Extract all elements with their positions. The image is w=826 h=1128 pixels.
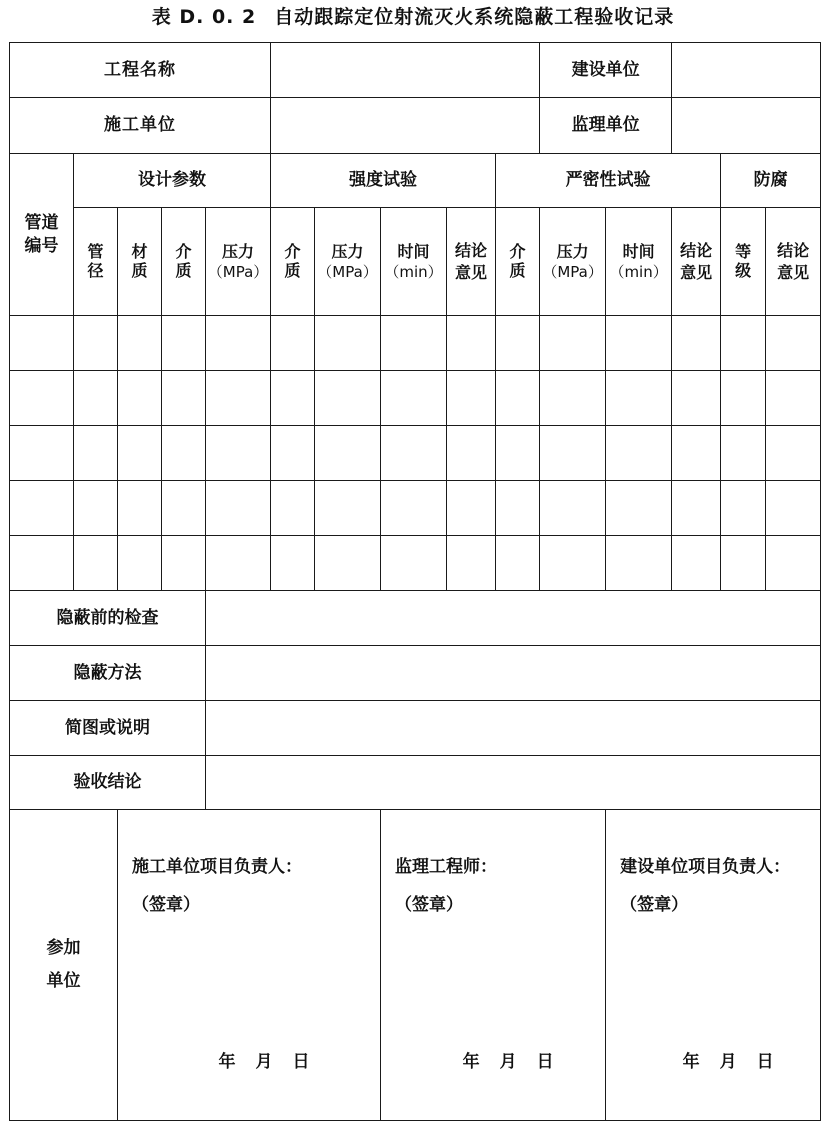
pressure-unit: （MPa） [317,263,378,282]
table-cell[interactable] [766,316,821,371]
date-line [606,1051,820,1074]
table-cell[interactable] [74,536,118,591]
table-cell[interactable] [540,426,606,481]
table-cell[interactable] [162,481,206,536]
medium-header [162,208,206,316]
table-cell[interactable] [271,536,315,591]
supervision-unit-field[interactable] [672,98,821,154]
builder-role-label: 建设单位项目负责人： [620,857,791,877]
acceptance-record-table [9,42,821,1121]
table-cell[interactable] [10,481,74,536]
table-cell[interactable] [10,371,74,426]
table-cell[interactable] [206,371,271,426]
table-cell[interactable] [766,426,821,481]
month-label: 月 [499,1052,517,1073]
project-row [10,43,821,98]
table-cell[interactable] [315,536,381,591]
before-check-row [10,591,821,646]
grade-header [721,208,766,316]
pipe-id-label: 管道编号 [24,212,59,256]
table-cell[interactable] [721,536,766,591]
opinion-label: 意见 [777,262,810,282]
pipe-id-header [10,154,74,316]
tightness-time-header [606,208,672,316]
table-row [10,426,821,481]
table-cell[interactable] [766,371,821,426]
table-cell[interactable] [606,426,672,481]
table-cell[interactable] [162,371,206,426]
page-title [0,3,826,35]
before-check-field[interactable] [206,591,821,646]
construction-role-label: 施工单位项目负责人： [132,857,302,877]
table-cell[interactable] [271,426,315,481]
diameter-label: 管径 [87,242,104,280]
year-label: 年 [682,1052,700,1073]
table-cell[interactable] [606,371,672,426]
stamp-label: （签章） [620,895,689,915]
table-row [10,371,821,426]
day-label: 日 [536,1052,554,1073]
table-cell[interactable] [74,316,118,371]
table-cell[interactable] [118,316,162,371]
table-cell[interactable] [496,371,540,426]
conclusion-label: 结论 [680,240,713,260]
table-cell[interactable] [721,481,766,536]
date-line [381,1051,605,1074]
before-check-label: 隐蔽前的检查 [10,591,206,646]
table-cell[interactable] [206,481,271,536]
table-cell[interactable] [496,426,540,481]
strength-pressure-header [315,208,381,316]
table-cell[interactable] [447,426,496,481]
design-pressure-header [206,208,271,316]
builder-unit-field[interactable] [672,43,821,98]
strength-test-header: 强度试验 [271,154,496,208]
participants-line-1: 参加 [46,938,81,959]
table-cell[interactable] [540,316,606,371]
acceptance-field[interactable] [206,756,821,810]
conclusion-label: 结论 [455,240,488,260]
sketch-row [10,701,821,756]
table-cell[interactable] [606,316,672,371]
table-cell[interactable] [271,371,315,426]
pressure-unit: （MPa） [207,263,269,282]
pressure-unit: （MPa） [542,263,603,282]
construction-signature-box[interactable] [118,810,381,1121]
month-label: 月 [255,1052,273,1073]
table-cell[interactable] [74,481,118,536]
table-cell[interactable] [672,316,721,371]
project-name-label: 工程名称 [10,43,271,98]
material-label: 材质 [131,242,148,280]
acceptance-label: 验收结论 [10,756,206,810]
table-cell[interactable] [271,481,315,536]
strength-conclusion-header [447,208,496,316]
method-row [10,646,821,701]
table-cell[interactable] [672,536,721,591]
table-cell[interactable] [315,371,381,426]
medium-label: 介质 [175,242,192,280]
table-cell[interactable] [721,316,766,371]
table-cell[interactable] [118,371,162,426]
table-cell[interactable] [206,426,271,481]
table-cell[interactable] [606,536,672,591]
table-cell[interactable] [447,316,496,371]
builder-unit-label: 建设单位 [540,43,672,98]
grade-label: 等级 [735,242,752,280]
pressure-label: 压力 [556,241,589,261]
table-cell[interactable] [540,371,606,426]
table-cell[interactable] [381,481,447,536]
day-label: 日 [756,1052,774,1073]
tightness-conclusion-header [672,208,721,316]
signoff-row [10,810,821,1121]
table-cell[interactable] [496,316,540,371]
construction-row [10,98,821,154]
method-label: 隐蔽方法 [10,646,206,701]
table-cell[interactable] [10,316,74,371]
table-cell[interactable] [447,536,496,591]
opinion-label: 意见 [455,262,488,282]
sub-header-row [10,208,821,316]
anticorrosion-header: 防腐 [721,154,821,208]
table-cell[interactable] [496,536,540,591]
time-label: 时间 [397,241,430,261]
table-cell[interactable] [206,316,271,371]
table-row [10,316,821,371]
table-cell[interactable] [496,481,540,536]
construction-unit-field[interactable] [271,98,540,154]
table-cell[interactable] [381,316,447,371]
table-cell[interactable] [540,536,606,591]
pressure-label: 压力 [222,241,255,261]
time-label: 时间 [622,241,655,261]
conclusion-label: 结论 [777,240,810,260]
table-cell[interactable] [381,426,447,481]
table-cell[interactable] [10,426,74,481]
table-cell[interactable] [540,481,606,536]
table-title: 自动跟踪定位射流灭火系统隐蔽工程验收记录 [274,6,675,28]
sketch-field[interactable] [206,701,821,756]
table-cell[interactable] [315,481,381,536]
strength-time-header [381,208,447,316]
year-label: 年 [218,1052,236,1073]
pressure-label: 压力 [331,241,364,261]
project-name-field[interactable] [271,43,540,98]
table-cell[interactable] [206,536,271,591]
participants-label [10,810,118,1121]
tightness-medium-header [496,208,540,316]
table-cell[interactable] [74,371,118,426]
table-code: 表 D. 0. 2 [151,6,257,28]
table-cell[interactable] [118,481,162,536]
medium-label: 介质 [284,242,301,280]
tightness-pressure-header [540,208,606,316]
table-cell[interactable] [271,316,315,371]
table-cell[interactable] [381,371,447,426]
table-cell[interactable] [162,536,206,591]
strength-medium-header [271,208,315,316]
table-cell[interactable] [162,426,206,481]
time-unit: （min） [384,263,443,282]
table-cell[interactable] [162,316,206,371]
table-cell[interactable] [672,371,721,426]
table-cell[interactable] [447,371,496,426]
table-cell[interactable] [672,481,721,536]
table-cell[interactable] [74,426,118,481]
acceptance-row [10,756,821,810]
anticorrosion-conclusion-header [766,208,821,316]
participants-line-2: 单位 [46,971,81,991]
table-cell[interactable] [118,426,162,481]
supervision-signature-box[interactable] [381,810,606,1121]
stamp-label: （签章） [395,895,464,915]
supervision-unit-label: 监理单位 [540,98,672,154]
table-row [10,536,821,591]
table-cell[interactable] [447,481,496,536]
tightness-test-header: 严密性试验 [496,154,721,208]
time-unit: （min） [609,263,668,282]
table-cell[interactable] [721,426,766,481]
diameter-header [74,208,118,316]
table-cell[interactable] [766,481,821,536]
table-cell[interactable] [672,426,721,481]
medium-label: 介质 [509,242,526,280]
design-params-header: 设计参数 [74,154,271,208]
group-header-row [10,154,821,208]
month-label: 月 [719,1052,737,1073]
table-cell[interactable] [315,426,381,481]
table-cell[interactable] [721,371,766,426]
table-cell[interactable] [10,536,74,591]
stamp-label: （签章） [132,895,200,915]
table-row [10,481,821,536]
method-field[interactable] [206,646,821,701]
material-header [118,208,162,316]
supervision-role-label: 监理工程师： [395,857,498,877]
date-line [118,1051,380,1074]
table-cell[interactable] [606,481,672,536]
table-cell[interactable] [118,536,162,591]
opinion-label: 意见 [680,262,713,282]
table-cell[interactable] [381,536,447,591]
sketch-label: 简图或说明 [10,701,206,756]
table-cell[interactable] [766,536,821,591]
day-label: 日 [292,1052,310,1073]
builder-signature-box[interactable] [606,810,821,1121]
table-cell[interactable] [315,316,381,371]
construction-unit-label: 施工单位 [10,98,271,154]
year-label: 年 [462,1052,480,1073]
